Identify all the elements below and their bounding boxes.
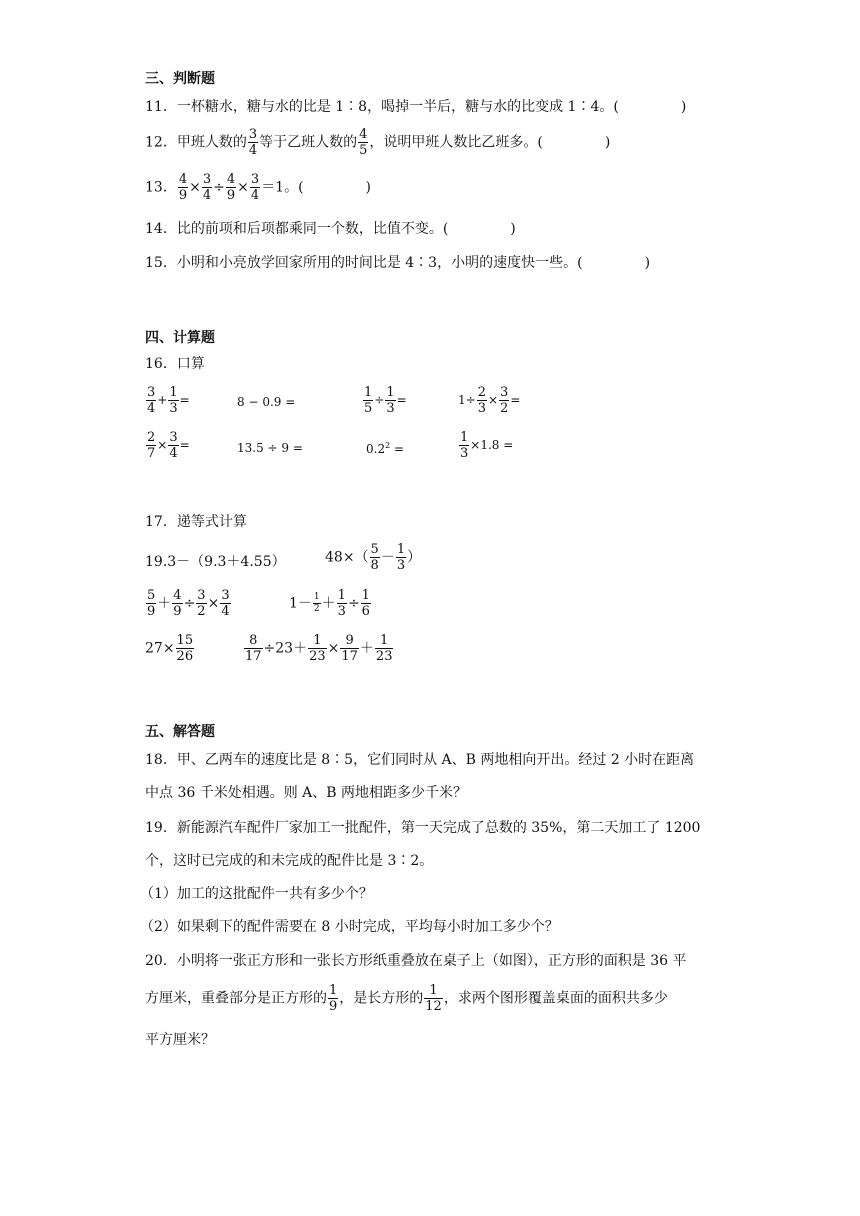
operator: ÷ (213, 179, 225, 196)
expression-3: $\frac{5}{9}$ ＋ $\frac{4}{9}$ ÷ $\frac{3}{2}$ × $\frac{3}{4}$ (147, 588, 230, 619)
expression-6: $\frac{8}{17}$ ÷23＋ $\frac{1}{23}$ × $\frac{9}{17}$ ＋ $\frac{1}{23}$ (245, 633, 393, 664)
question-13 (145, 173, 371, 202)
question-15 (145, 253, 650, 273)
fraction: $\frac{3}{4}$ (250, 172, 260, 203)
expression-2: 48×（ $\frac{5}{8}$ － $\frac{1}{3}$ ） (325, 542, 422, 573)
question-number: 15． (145, 255, 177, 271)
fraction: $\frac{3}{4}$ (248, 127, 258, 158)
fraction: $\frac{4}{9}$ (178, 172, 188, 203)
expression-1: 19.3－（9.3＋4.55） (145, 554, 286, 570)
question-text: 一杯糖水，糖与水的比是 1∶8，喝掉一半后，糖与水的比变成 1∶4。( (176, 99, 619, 115)
fraction: $\frac{3}{4}$ (202, 172, 212, 203)
question-text: ＝1。( (261, 179, 304, 196)
expression-5: 27× $\frac{15}{26}$ (145, 633, 194, 664)
oral-calc-item: $\frac{3}{4}$ + $\frac{1}{3}$ = (147, 385, 190, 416)
question-20-line-1: 20．小明将一张正方形和一张长方形纸重叠放在桌子上（如图），正方形的面积是 36 平 (145, 953, 687, 969)
question-18-line-2: 中点 36 千米处相遇。则 A、B 两地相距多少千米？ (145, 785, 468, 801)
operator: × (189, 179, 201, 196)
question-text: 甲班人数的 (176, 134, 247, 151)
oral-calc-item: $\frac{1}{3}$ ×1.8 = (460, 430, 514, 461)
question-text: 比的前项和后项都乘同一个数，比值不变。( (176, 221, 449, 237)
question-number: 11． (145, 99, 177, 115)
question-19-line-2: 个，这时已完成的和未完成的配件比是 3∶2。 (145, 853, 434, 869)
oral-calc-item: $\frac{1}{5}$ ÷ $\frac{1}{3}$ = (364, 385, 407, 416)
question-text: 小明和小亮放学回家所用的时间比是 4∶3，小明的速度快一些。( (176, 255, 583, 271)
section-title-calculation: 四、计算题 (145, 330, 215, 346)
operator: × (237, 179, 249, 196)
question-text: 等于乙班人数的 (259, 134, 358, 151)
question-number: 12． (145, 134, 177, 151)
question-20-line-3: 平方厘米？ (145, 1032, 215, 1048)
question-14 (145, 219, 516, 239)
section-title-word-problems: 五、解答题 (145, 724, 215, 740)
question-20-line-2: 方厘米，重叠部分是正方形的 $\frac{1}{9}$ ，是长方形的 $\frac{1}{12}$ ，求两个图形覆盖桌面的面积共多少 (145, 983, 668, 1014)
question-number: 14． (145, 221, 177, 237)
close-paren: ) (510, 221, 516, 237)
close-paren: ) (604, 134, 611, 151)
question-text: ，说明甲班人数比乙班多。( (369, 134, 543, 151)
question-12 (145, 128, 610, 157)
question-19-subquestion-1: （1）加工的这批配件一共有多少个？ (140, 886, 373, 902)
close-paren: ) (365, 179, 371, 196)
section-title-judgement: 三、判断题 (145, 71, 215, 87)
question-11 (145, 97, 686, 117)
question-16-label: 16．口算 (145, 356, 205, 372)
fraction: $\frac{4}{9}$ (226, 172, 236, 203)
question-number: 13． (145, 179, 177, 196)
question-19-line-1: 19．新能源汽车配件厂家加工一批配件，第一天完成了总数的 35%，第二天加工了 1200 (145, 820, 701, 836)
question-17-label: 17．递等式计算 (145, 514, 247, 530)
close-paren: ) (644, 255, 651, 271)
close-paren: ) (680, 99, 687, 115)
oral-calc-item: $\frac{2}{7}$ × $\frac{3}{4}$ = (147, 430, 190, 461)
question-18-line-1: 18．甲、乙两车的速度比是 8∶5，它们同时从 A、B 两地相向开出。经过 2 小时在距离 (145, 752, 695, 768)
question-19-subquestion-2: （2）如果剩下的配件需要在 8 小时完成，平均每小时加工多少个？ (140, 919, 559, 935)
oral-calc-item: $0.2^2$ = (366, 441, 405, 456)
fraction: $\frac{4}{5}$ (359, 127, 368, 158)
oral-calc-item: 13.5 ÷ 9 = (237, 441, 303, 455)
expression-4: 1－ $\frac{1}{2}$ ＋ $\frac{1}{3}$ ÷ $\frac{1}{6}$ (289, 588, 370, 619)
oral-calc-item: 8 − 0.9 = (237, 395, 296, 409)
oral-calc-item: 1÷ $\frac{2}{3}$ × $\frac{3}{2}$ = (458, 385, 521, 416)
